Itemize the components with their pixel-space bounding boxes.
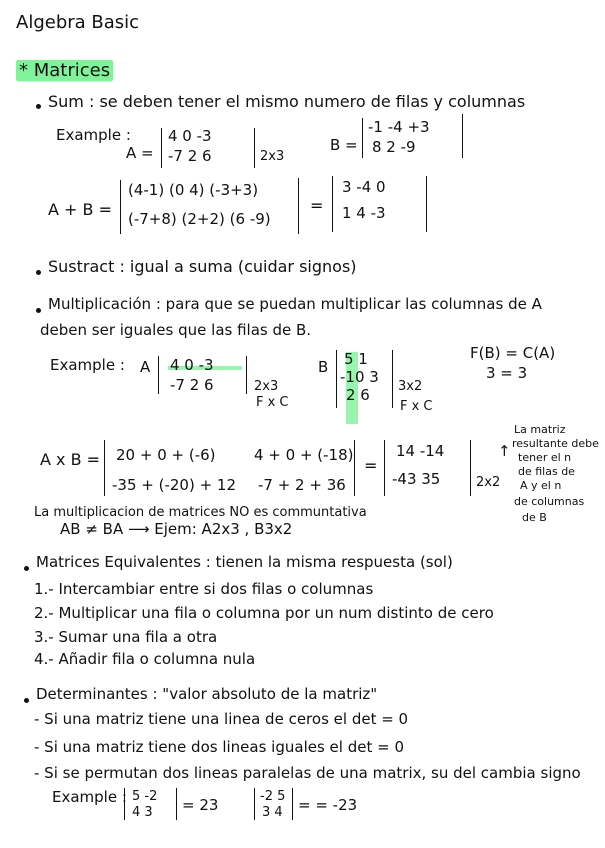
equals: = (310, 196, 324, 215)
matrix-bracket (426, 176, 427, 232)
matrix-bracket (161, 128, 162, 168)
mult-b-row1: 5 1 (344, 350, 368, 368)
matrix-bracket (362, 118, 363, 158)
bullet-icon (24, 698, 29, 703)
equiv-item-3: 3.- Sumar una fila a otra (34, 628, 218, 646)
matrix-bracket (176, 788, 177, 820)
matrix-bracket (462, 114, 463, 158)
mult-b-row3: 2 6 (346, 386, 370, 404)
mult-line2: deben ser iguales que las filas de B. (40, 321, 312, 339)
matrix-bracket (354, 440, 355, 496)
sum-ab-row2: (-7+8) (2+2) (6 -9) (128, 210, 271, 228)
arrow-icon: ↑ (498, 442, 511, 460)
note-line1: La matriz (514, 423, 566, 436)
det-heading: Determinantes : "valor absoluto de la matriz" (36, 685, 378, 703)
note-line2: resultante debe (512, 437, 599, 450)
neq-text: AB ≠ BA ⟶ Ejem: A2x3 , B3x2 (60, 520, 293, 538)
det-item-2: - Si una matriz tiene dos lineas iguales el det = 0 (34, 738, 404, 756)
bullet-icon (36, 308, 41, 313)
mult-example-label: Example : (50, 356, 125, 374)
det-ex2-bot: 3 4 (262, 805, 283, 820)
equiv-item-4: 4.- Añadir fila o columna nula (34, 650, 256, 668)
sum-example-label: Example : (56, 126, 131, 144)
matrix-bracket (384, 440, 385, 496)
mult-a-label: A (140, 358, 151, 376)
mult-p-r2c2: -7 + 2 + 36 (258, 476, 346, 494)
matrix-bracket (124, 788, 125, 820)
matrix-bracket (470, 440, 471, 496)
sum-b-label: B = (330, 136, 358, 154)
bullet-icon (36, 104, 41, 109)
mult-a-row2: -7 2 6 (170, 376, 214, 394)
sum-ab-label: A + B = (48, 200, 112, 219)
sum-r-row2: 1 4 -3 (342, 204, 386, 222)
matrix-bracket (246, 356, 247, 394)
section-heading (16, 62, 113, 80)
equiv-item-1: 1.- Intercambiar entre si dos filas o columnas (34, 580, 374, 598)
mult-a-row1: 4 0 -3 (170, 356, 214, 374)
mult-a-fc: F x C (256, 395, 289, 410)
sum-a-row2: -7 2 6 (168, 147, 212, 165)
note-line4: de filas de (518, 465, 575, 478)
matrix-bracket (336, 350, 337, 408)
commut-text: La multiplicacion de matrices NO es communtativa (34, 505, 367, 520)
det-ex1-top: 5 -2 (132, 789, 158, 804)
equiv-item-2: 2.- Multiplicar una fila o columna por un num distinto de cero (34, 604, 494, 622)
mult-r-r1: 14 -14 (396, 442, 445, 460)
det-item-1: - Si una matriz tiene una linea de ceros el det = 0 (34, 710, 409, 728)
mult-a-dim: 2x3 (254, 379, 279, 394)
mult-p-r1c2: 4 + 0 + (-18) (254, 446, 354, 464)
sum-a-label: A = (126, 144, 154, 162)
sum-b-row1: -1 -4 +3 (368, 118, 430, 136)
det-ex1-bot: 4 3 (132, 805, 153, 820)
sum-r-row1: 3 -4 0 (342, 178, 386, 196)
bullet-icon (36, 270, 41, 275)
section-heading-text: * Matrices (16, 60, 113, 81)
mult-p-r2c1: -35 + (-20) + 12 (112, 476, 236, 494)
matrix-bracket (298, 178, 299, 234)
equals: = (364, 456, 378, 475)
mult-b-row2: -10 3 (340, 368, 379, 386)
matrix-bracket (120, 180, 121, 234)
matrix-bracket (332, 176, 333, 232)
matrix-bracket (254, 128, 255, 168)
note-line3: tener el n (518, 451, 572, 464)
det-item-3: - Si se permutan dos lineas paralelas de una matrix, su del cambia signo (34, 764, 581, 782)
matrix-bracket (392, 350, 393, 408)
sum-ab-row1: (4-1) (0 4) (-3+3) (128, 181, 259, 199)
matrix-bracket (292, 788, 293, 820)
page-title: Algebra Basic (16, 12, 140, 33)
det-ex1-result: = 23 (182, 796, 219, 814)
det-ex2-top: -2 5 (260, 789, 286, 804)
mult-b-dim: 3x2 (398, 379, 423, 394)
sustract-text: Sustract : igual a suma (cuidar signos) (48, 257, 357, 276)
mult-r-r2: -43 35 (392, 470, 441, 488)
sum-a-dim: 2x3 (260, 149, 285, 164)
sum-b-row2: 8 2 -9 (372, 138, 416, 156)
note-line6: de columnas (514, 495, 585, 508)
mult-r-dim: 2x2 (476, 475, 501, 490)
matrix-bracket (254, 788, 255, 820)
sum-a-row1: 4 0 -3 (168, 127, 212, 145)
matrix-bracket (104, 440, 105, 496)
det-ex2-result: = = -23 (298, 796, 358, 814)
mult-p-r1c1: 20 + 0 + (-6) (116, 446, 216, 464)
mult-b-fc: F x C (400, 399, 433, 414)
sum-heading: Sum : se deben tener el mismo numero de filas y columnas (48, 92, 526, 111)
equiv-heading: Matrices Equivalentes : tienen la misma respuesta (sol) (36, 553, 453, 571)
note-line7: de B (522, 511, 547, 524)
bullet-icon (24, 566, 29, 571)
note-line5: A y el n (520, 479, 562, 492)
mult-b-label: B (318, 358, 329, 376)
mult-line1: Multiplicación : para que se puedan multiplicar las columnas de A (48, 295, 542, 313)
matrix-bracket (158, 356, 159, 394)
mult-axb-label: A x B = (40, 450, 101, 469)
mult-rule2: 3 = 3 (486, 364, 528, 382)
det-example-label: Example : (52, 788, 127, 806)
mult-rule1: F(B) = C(A) (470, 344, 556, 362)
